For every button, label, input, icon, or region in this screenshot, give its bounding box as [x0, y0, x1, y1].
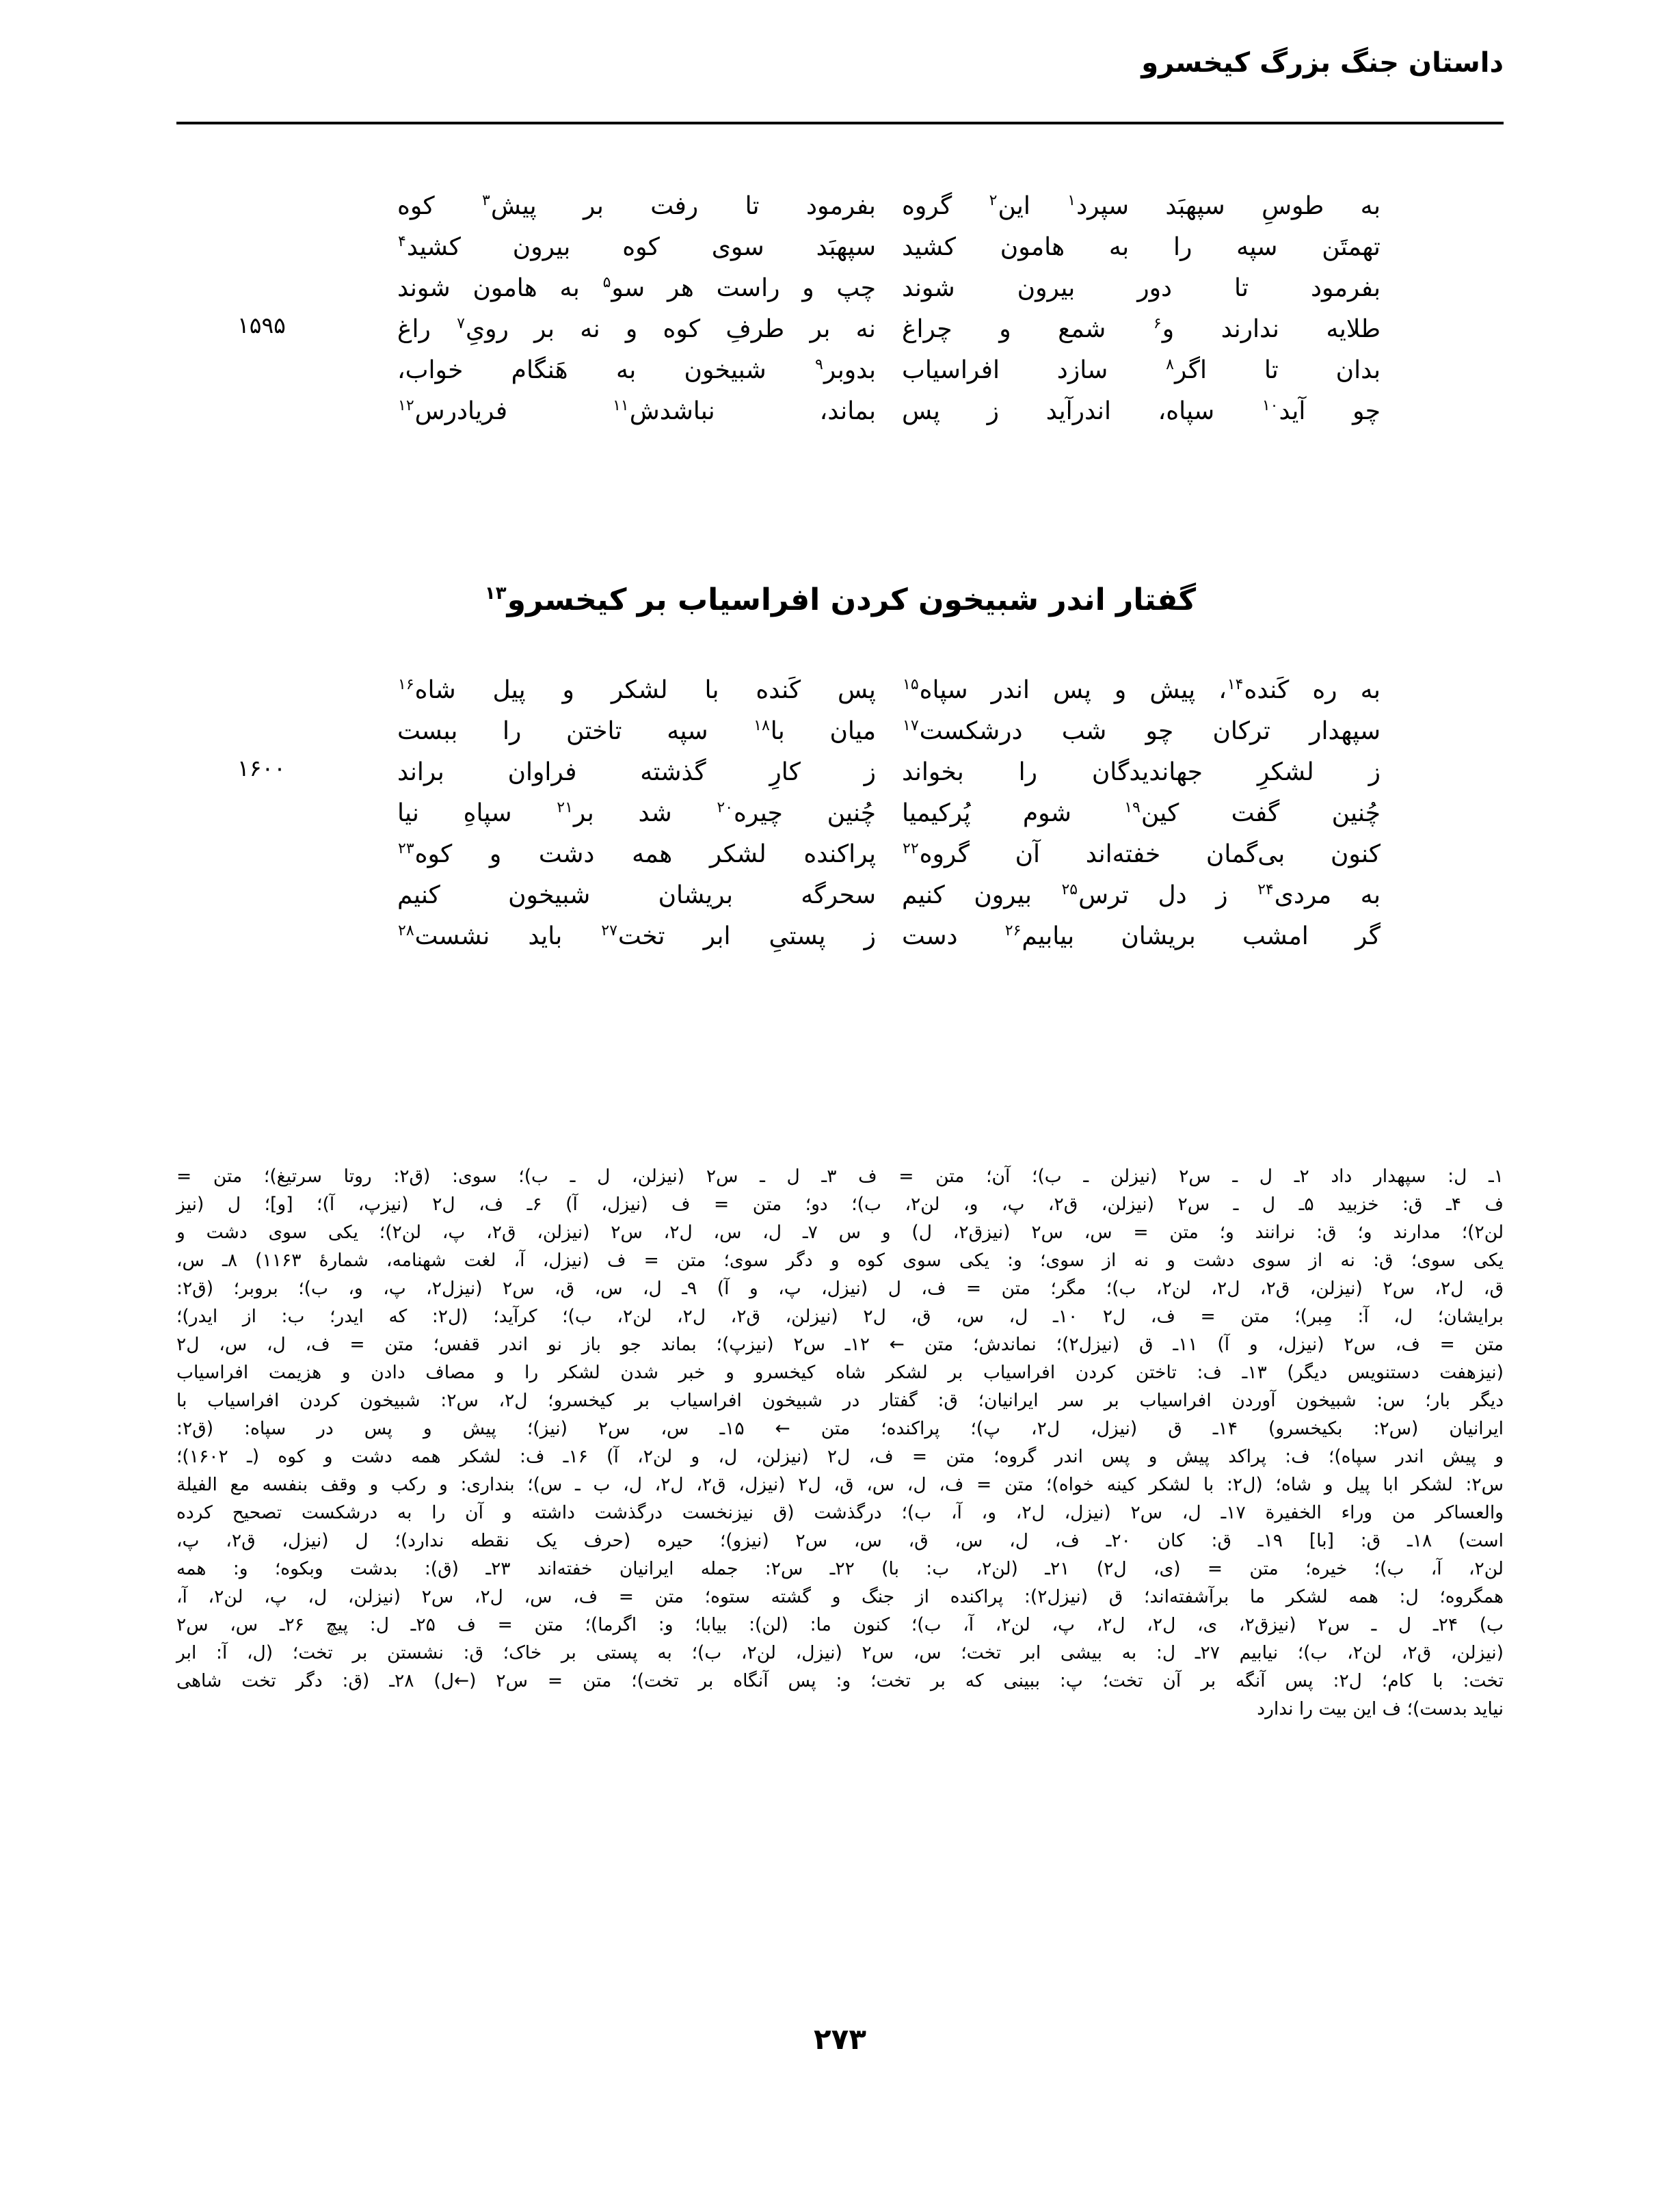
verse-word: شد — [638, 799, 672, 827]
verse-word: کَنده — [756, 676, 801, 704]
verse-word: و — [562, 676, 574, 704]
verse-word: آید$^{۱۰}$ — [1262, 397, 1306, 425]
couplet — [176, 670, 1504, 711]
verse-word: گروه — [902, 192, 952, 220]
verse-word: تا — [1264, 356, 1279, 384]
verse-word: سازد — [1056, 356, 1108, 384]
verse-word: تخت$^{۲۷}$ — [601, 922, 665, 950]
verse-word: رویِ$^۷$ — [457, 315, 509, 343]
section-heading-text: گفتار اندر شبیخون کردن افراسیاب بر کیخسرو — [507, 582, 1197, 617]
apparatus-line: همگروه؛ ل: همه لشکر ما برآشفته‌اند؛ ق (نیزل٢): پراکنده از جنگ و گشته ستوه؛ متن = ف، س، ل٢، س٢ (نیزلن، ل، پ، لن٢، آ، — [176, 1586, 1504, 1607]
verse-word: طرفِ — [725, 315, 785, 343]
verse-word: کنیم — [397, 881, 440, 909]
verse-word: شب — [1061, 717, 1107, 745]
verse-word: دل — [1158, 881, 1187, 909]
verse-word: پیش — [1149, 676, 1196, 704]
verse-word: پس — [902, 397, 940, 425]
verse-word: کوه — [622, 233, 660, 261]
verse-word: گفت — [1231, 799, 1280, 827]
verse-word: ندارند — [1221, 315, 1279, 343]
hemistich-first — [902, 227, 1381, 268]
apparatus-line: لن٢)؛ مدارند و؛ ق: نرانند و؛ متن = س، س٢ (نیزق٢، ل) و س ۷ـ ل، س، ل٢، س٢ (نیزلن، ق٢، پ، لن٢)؛ یکی سوی دشت و — [176, 1222, 1504, 1243]
verse-word: فراوان — [507, 758, 577, 786]
verse-word: سپه — [667, 717, 708, 745]
footnote-marker: ۱۶ — [398, 676, 414, 693]
verse-word: را — [1173, 233, 1192, 261]
verse-word: آن — [1015, 840, 1041, 868]
verse-word: بفرمود — [805, 192, 876, 220]
verse-word: همه — [632, 840, 673, 868]
verse-word: چُنین — [827, 799, 877, 827]
verse-word: به — [1360, 192, 1381, 220]
verse-word: شبیخون — [684, 356, 766, 384]
verse-word: به — [559, 274, 580, 302]
verse-word: سپاهِ — [463, 799, 512, 827]
verse-word: پُرکیمیا — [902, 799, 971, 827]
apparatus-line: برایشان؛ ل، آ: مِبر)؛ متن = ف، ل٢ ۱۰ـ ل، س، ق، ل٢ (نیزلن، ق٢، ل٢، لن٢، ب)؛ کرآید؛ (ل٢: که ایدر؛ ب: از ایدر)؛ — [176, 1306, 1504, 1327]
verse-word: ز — [864, 922, 877, 950]
hemistich-first — [902, 670, 1381, 711]
hemistich-first — [902, 711, 1381, 752]
verse-word: و — [999, 315, 1011, 343]
verse-word: بی‌گمان — [1205, 840, 1285, 868]
hemistich-second — [397, 391, 876, 432]
couplet — [176, 916, 1504, 957]
verse-line-number: ۱۶۰۰ — [237, 755, 286, 781]
verse-word: بیرون — [974, 881, 1032, 909]
verse-word: براند — [397, 758, 444, 786]
verse-word: بخواند — [902, 758, 964, 786]
footnote-marker: ۵ — [602, 274, 611, 291]
hemistich-first — [902, 834, 1381, 875]
verse-word: اندر — [991, 676, 1030, 704]
verse-word: و — [625, 315, 638, 343]
verse-word: سو$^۵$ — [602, 274, 645, 302]
hemistich-second — [397, 711, 876, 752]
verse-word: کَنده$^{۱۴}$، — [1218, 676, 1290, 704]
hemistich-second — [397, 268, 876, 309]
verse-word: دور — [1137, 274, 1173, 302]
verse-word: کنیم — [902, 881, 945, 909]
verse-word: ز — [987, 397, 1000, 425]
verse-word: شبیخون — [508, 881, 591, 909]
verse-word: کوه$^{۲۳}$ — [398, 840, 453, 868]
verse-word: طوسِ — [1262, 192, 1324, 220]
verse-word: شوند — [397, 274, 451, 302]
verse-word: و — [1114, 676, 1127, 704]
hemistich-second — [397, 309, 876, 350]
verse-word: بریشان — [1121, 922, 1196, 950]
verse-word: نیا — [397, 799, 419, 827]
footnote-marker: ۱۵ — [903, 676, 919, 693]
verse-word: نه — [855, 315, 876, 343]
verse-word: شوم — [1022, 799, 1071, 827]
verse-word: بر$^{۲۱}$ — [557, 799, 594, 827]
couplet — [176, 752, 1504, 793]
verse-word: بدان — [1335, 356, 1381, 384]
verse-word: گر — [1355, 922, 1381, 950]
verse-word: با$^{۱۸}$ — [754, 717, 785, 745]
verse-word: ترس$^{۲۵}$ — [1061, 881, 1129, 909]
verse-word: بدوبر$^۹$ — [815, 356, 877, 384]
footnote-marker: ۱۴ — [1227, 676, 1244, 693]
verse-word: درشکست$^{۱۷}$ — [903, 717, 1023, 745]
verse-word: خفته‌اند — [1085, 840, 1161, 868]
verse-word: به — [1360, 881, 1381, 909]
verse-word: ز — [1368, 758, 1381, 786]
verse-word: اگر$^۸$ — [1166, 356, 1207, 384]
hemistich-first — [902, 916, 1381, 957]
couplet — [176, 268, 1504, 309]
footnote-marker: ۲۱ — [557, 799, 573, 816]
footnote-marker: ۲۳ — [398, 840, 414, 857]
verse-word: ببست — [397, 717, 458, 745]
apparatus-line: نیاید بدست)؛ ف این بیت را ندارد — [1257, 1698, 1504, 1719]
verse-word: تا — [745, 192, 760, 220]
hemistich-second — [397, 227, 876, 268]
hemistich-second — [397, 752, 876, 793]
hemistich-second — [397, 793, 876, 834]
apparatus-line: و پیش اندر سپاه)؛ ف: پراکد پیش و پس اندر گروه؛ متن = ف، ل٢ (نیزلن، ل، و لن٢، آ) ۱۶ـ ف: لشکر همه دشت و کوه (ـ ۱۶۰۲)؛ — [176, 1446, 1504, 1467]
running-head — [176, 49, 1504, 96]
footnote-marker: ۲۲ — [903, 840, 919, 857]
verse-word: سپاه، — [1158, 397, 1215, 425]
hemistich-first — [902, 391, 1381, 432]
apparatus-line: دیگر بار؛ س: شبیخون آوردن افراسیاب بر سر ایرانیان؛ ق: گفتار در شبیخون افراسیاب بر کیخسرو؛ ل٢، س٢: شبیخون کردن افراسیاب با — [176, 1390, 1504, 1411]
hemistich-first — [902, 793, 1381, 834]
footnote-marker: ۸ — [1166, 356, 1174, 373]
apparatus-line: ق، ل٢، س٢ (نیزلن، ق٢، ل٢، لن٢، ب)؛ مگر؛ متن = ف، ل (نیزل، پ، و آ) ۹ـ ل، س، ق، س٢ (نیزل٢، پ، و، ب)؛ بروبر؛ (ق٢: — [176, 1278, 1504, 1299]
verse-word: هامون — [472, 274, 537, 302]
verse-word: ابر — [703, 922, 731, 950]
verse-word: ز — [864, 758, 876, 786]
verse-word: مردی$^{۲۴}$ — [1257, 881, 1332, 909]
verse-word: و — [489, 840, 502, 868]
couplet — [176, 391, 1504, 432]
couplet — [176, 350, 1504, 391]
verse-word: ز — [1216, 881, 1228, 909]
couplet — [176, 186, 1504, 227]
verse-word: هَنگام — [511, 356, 568, 384]
apparatus-line: ف ۴ـ ق: خزبید ۵ـ ل ـ س٢ (نیزلن، ق٢، پ، و، لن٢، ب)؛ دو؛ متن = ف (نیزل، آ) ۶ـ ف، ل٢ (نیزپ، آ)؛ [و]؛ ل (نیز — [176, 1194, 1504, 1215]
apparatus-line: است) ۱۸ـ ق: [با] ۱۹ـ ق: کان ۲۰ـ ف، ل، س، ق، س، س٢ (نیزو)؛ حیره (حرف یک نقطه ندارد)؛ ل (نیزل، ق٢، پ، — [176, 1530, 1504, 1551]
apparatus-line: یکی سوی؛ ق: نه از سوی دشت و نه از سوی؛ و: یکی سوی کوه و دگر سوی؛ متن = ف (نیزل، آ، لغت شهنامه، شمارهٔ ۱۱۶۳) ۸ـ س، — [176, 1250, 1504, 1271]
footnote-marker: ۱۹ — [1124, 799, 1141, 816]
footnote-marker: ۴ — [398, 233, 406, 250]
verse-word: سوی — [711, 233, 764, 261]
verse-word: راست — [716, 274, 780, 302]
verse-word: بر — [583, 192, 604, 220]
verse-block-one — [176, 186, 1504, 432]
verse-word: و$^۶$ — [1153, 315, 1175, 343]
apparatus-line: ب) ۲۴ـ ل ـ س٢ (نیزق٢، ی، ل٢، ل٢، پ، لن٢، آ، ب)؛ کنون ما: (لن): بیابا؛ و: اگرما)؛ متن = ف ۲۵ـ ل: پیچ ۲۶ـ س، س٢ — [176, 1614, 1504, 1635]
verse-word: خواب، — [397, 356, 464, 384]
couplet — [176, 711, 1504, 752]
verse-word: چیره$^{۲۰}$ — [717, 799, 783, 827]
apparatus-line: (نیزلن، ق٢، لن٢، ب)؛ نیابیم ۲۷ـ ل: به بیشی ابر تخت؛ س، س٢ (نیزل، لن٢، ب)؛ به پستی بر خاک؛ ق: نشستن بر تخت؛ (ل، آ: ابر — [176, 1642, 1504, 1663]
verse-word: بماند، — [819, 397, 876, 425]
verse-word: را — [503, 717, 522, 745]
section-heading — [176, 582, 1504, 617]
hemistich-first — [902, 309, 1381, 350]
verse-word: بر — [534, 315, 555, 343]
running-head-title: داستان جنگ بزرگ کیخسرو — [1141, 47, 1504, 79]
verse-word: چو — [1352, 397, 1381, 425]
verse-word: کوه — [663, 315, 701, 343]
verse-word: افراسیاب — [902, 356, 1000, 384]
verse-word: تاختن — [566, 717, 622, 745]
verse-word: این$^۲$ — [989, 192, 1030, 220]
verse-word: بیرون — [1017, 274, 1076, 302]
verse-word: دست — [902, 922, 958, 950]
verse-word: کوه — [397, 192, 435, 220]
verse-word: پیل — [492, 676, 526, 704]
verse-word: به — [1360, 676, 1381, 704]
footnote-marker: ۲۸ — [398, 922, 414, 939]
apparatus-line: (نیزهفت دستنویس دیگر) ۱۳ـ ف: تاختن کردن افراسیاب بر لشکر شاه کیخسرو و خبر شدن لشکر را و مصاف دادن و هزیمت افراسیاب — [176, 1362, 1504, 1383]
footnote-marker: ۶ — [1153, 315, 1162, 332]
apparatus-line: تخت: با کام؛ ل٢: پس آنگه بر آن تخت؛ پ: ببینی که بر تخت؛ و: پس آنگاه بر تخت)؛ متن = س٢ (←ل) ۲۸ـ (ق: دگر تخت شاهی — [176, 1670, 1504, 1691]
apparatus-line: س٢: لشکر ابا پیل و شاه؛ (ل٢: با لشکر کینه خواه)؛ متن = ف، ل، س، ق، ل٢ (نیزل، ق٢، ل٢، ل، ب ـ س)؛ بنداری: و رکب و وقف بنفسه مع الفیلة — [176, 1474, 1504, 1495]
footnote-marker: ۲۶ — [1004, 922, 1022, 939]
verse-word: ره — [1312, 676, 1337, 704]
verse-word: دشت — [538, 840, 595, 868]
footnote-marker: ۲ — [989, 192, 998, 209]
footnote-marker: ۱۸ — [754, 717, 770, 734]
verse-word: با — [704, 676, 719, 704]
hemistich-second — [397, 916, 876, 957]
critical-apparatus — [176, 1162, 1504, 1723]
verse-word: لشکر — [709, 840, 766, 868]
verse-word: تا — [1234, 274, 1249, 302]
verse-word: پس — [838, 676, 876, 704]
verse-word: شمع — [1058, 315, 1106, 343]
verse-word: کین$^{۱۹}$ — [1124, 799, 1179, 827]
verse-word: نه — [580, 315, 600, 343]
footnote-marker: ۷ — [457, 315, 465, 332]
section-heading-footnote-marker: ۱۳ — [484, 583, 507, 604]
verse-word: بفرمود — [1310, 274, 1381, 302]
verse-word: سپاه$^{۱۵}$ — [903, 676, 968, 704]
hemistich-second — [397, 834, 876, 875]
verse-word: لشکر — [611, 676, 668, 704]
verse-word: به — [615, 356, 637, 384]
couplet — [176, 227, 1504, 268]
verse-word: هامون — [1000, 233, 1065, 261]
apparatus-line: ۱ـ ل: سپهدار داد ۲ـ ل ـ س٢ (نیزلن ـ ب)؛ آن؛ متن = ف ۳ـ ل ـ س٢ (نیزلن، ل ـ ب)؛ سوی: (ق٢: روتا سرتیغ)؛ متن = — [176, 1166, 1504, 1187]
hemistich-second — [397, 875, 876, 916]
verse-word: پراکنده — [803, 840, 876, 868]
verse-word: باید — [528, 922, 563, 950]
verse-word: راغ — [397, 315, 431, 343]
verse-word: را — [1018, 758, 1038, 786]
verse-word: هر — [667, 274, 694, 302]
verse-word: گروه$^{۲۲}$ — [903, 840, 970, 868]
verse-word: فریادرس$^{۱۲}$ — [398, 397, 508, 425]
footnote-marker: ۱۰ — [1262, 397, 1279, 414]
verse-word: سپه — [1236, 233, 1278, 261]
verse-word: چُنین — [1331, 799, 1381, 827]
verse-word: کشید$^۴$ — [398, 233, 461, 261]
verse-word: اندرآید — [1045, 397, 1111, 425]
verse-word: کنون — [1330, 840, 1381, 868]
footnote-marker: ۲۰ — [717, 799, 734, 816]
verse-word: کارِ — [769, 758, 801, 786]
footnote-marker: ۱۱ — [613, 397, 629, 414]
verse-word: سپهدار — [1309, 717, 1381, 745]
footnote-marker: ۱۲ — [398, 397, 414, 414]
verse-word: به — [1108, 233, 1130, 261]
verse-word: بیرون — [512, 233, 571, 261]
verse-word: نشست$^{۲۸}$ — [398, 922, 490, 950]
footnote-marker: ۲۴ — [1257, 881, 1274, 898]
verse-word: جهاندیدگان — [1091, 758, 1203, 786]
couplet — [176, 309, 1504, 350]
verse-word: سحرگه — [801, 881, 876, 909]
verse-word: چراغ — [902, 315, 952, 343]
verse-word: چو — [1145, 717, 1174, 745]
verse-word: بیابیم$^{۲۶}$ — [1004, 922, 1075, 950]
verse-word: امشب — [1242, 922, 1309, 950]
verse-word: طلایه — [1326, 315, 1381, 343]
hemistich-first — [902, 350, 1381, 391]
hemistich-second — [397, 350, 876, 391]
verse-word: پستیِ — [769, 922, 826, 950]
apparatus-line: لن٢، آ، ب)؛ خیره؛ متن = (ی، ل٢) ۲۱ـ (لن٢، ب: با) ۲۲ـ س٢: جمله ایرانیان خفته‌اند ۲۳ـ (ق): بدشت وبکوه؛ و: همه — [176, 1558, 1504, 1579]
verse-word: سپرد$^۱$ — [1067, 192, 1129, 220]
hemistich-second — [397, 186, 876, 227]
verse-word: ترکان — [1212, 717, 1270, 745]
verse-block-two — [176, 670, 1504, 957]
verse-word: بر — [810, 315, 831, 343]
verse-word: شوند — [902, 274, 955, 302]
verse-line-number: ۱۵۹۵ — [237, 312, 286, 338]
verse-word: تهمتَن — [1322, 233, 1381, 261]
folio-number: ۲۷۳ — [814, 2022, 866, 2056]
footnote-marker: ۲۷ — [601, 922, 617, 939]
couplet — [176, 875, 1504, 916]
hemistich-first — [902, 875, 1381, 916]
hemistich-first — [902, 186, 1381, 227]
footnote-marker: ۳ — [481, 192, 490, 209]
hemistich-second — [397, 670, 876, 711]
verse-word: رفت — [650, 192, 699, 220]
verse-word: شاه$^{۱۶}$ — [398, 676, 456, 704]
hemistich-first — [902, 752, 1381, 793]
couplet — [176, 834, 1504, 875]
verse-word: کشید — [902, 233, 957, 261]
couplet — [176, 793, 1504, 834]
verse-word: لشکرِ — [1257, 758, 1314, 786]
verse-word: میان — [829, 717, 876, 745]
verse-word: نباشدش$^{۱۱}$ — [613, 397, 715, 425]
apparatus-line: والعساکر من وراء الخفیرة ۱۷ـ ل، س٢ (نیزل، ل٢، و، آ، ب)؛ درگذشت (ق نیزنخست درگذشت داشته و آن را به درشکست تصحیح کرده — [176, 1502, 1504, 1523]
footnote-marker: ۲۵ — [1061, 881, 1078, 898]
apparatus-line: متن = ف، س٢ (نیزل، و آ) ۱۱ـ ق (نیزل٢)؛ نماندش؛ متن ← ۱۲ـ س٢ (نیزپ)؛ بماند جو باز نو اندر قفس؛ متن = ف، ل، س، ل٢ — [176, 1334, 1504, 1355]
hemistich-first — [902, 268, 1381, 309]
verse-word: سپهبَد — [816, 233, 876, 261]
verse-word: و — [802, 274, 814, 302]
verse-word: بریشان — [658, 881, 733, 909]
verse-word: پس — [1052, 676, 1091, 704]
verse-word: گذشته — [640, 758, 706, 786]
footnote-marker: ۱ — [1067, 192, 1076, 209]
footnote-marker: ۱۷ — [903, 717, 919, 734]
apparatus-line: ایرانیان (س٢: بکیخسرو) ۱۴ـ ق (نیزل، ل٢، پ)؛ پراکنده؛ متن ← ۱۵ـ س، س٢ (نیز)؛ پیش و پس در سپاه: (ق٢: — [176, 1418, 1504, 1439]
footnote-marker: ۹ — [815, 356, 823, 373]
verse-word: چپ — [836, 274, 877, 302]
verse-word: پیش$^۳$ — [481, 192, 537, 220]
verse-word: سپهبَد — [1165, 192, 1225, 220]
header-rule — [176, 122, 1504, 124]
